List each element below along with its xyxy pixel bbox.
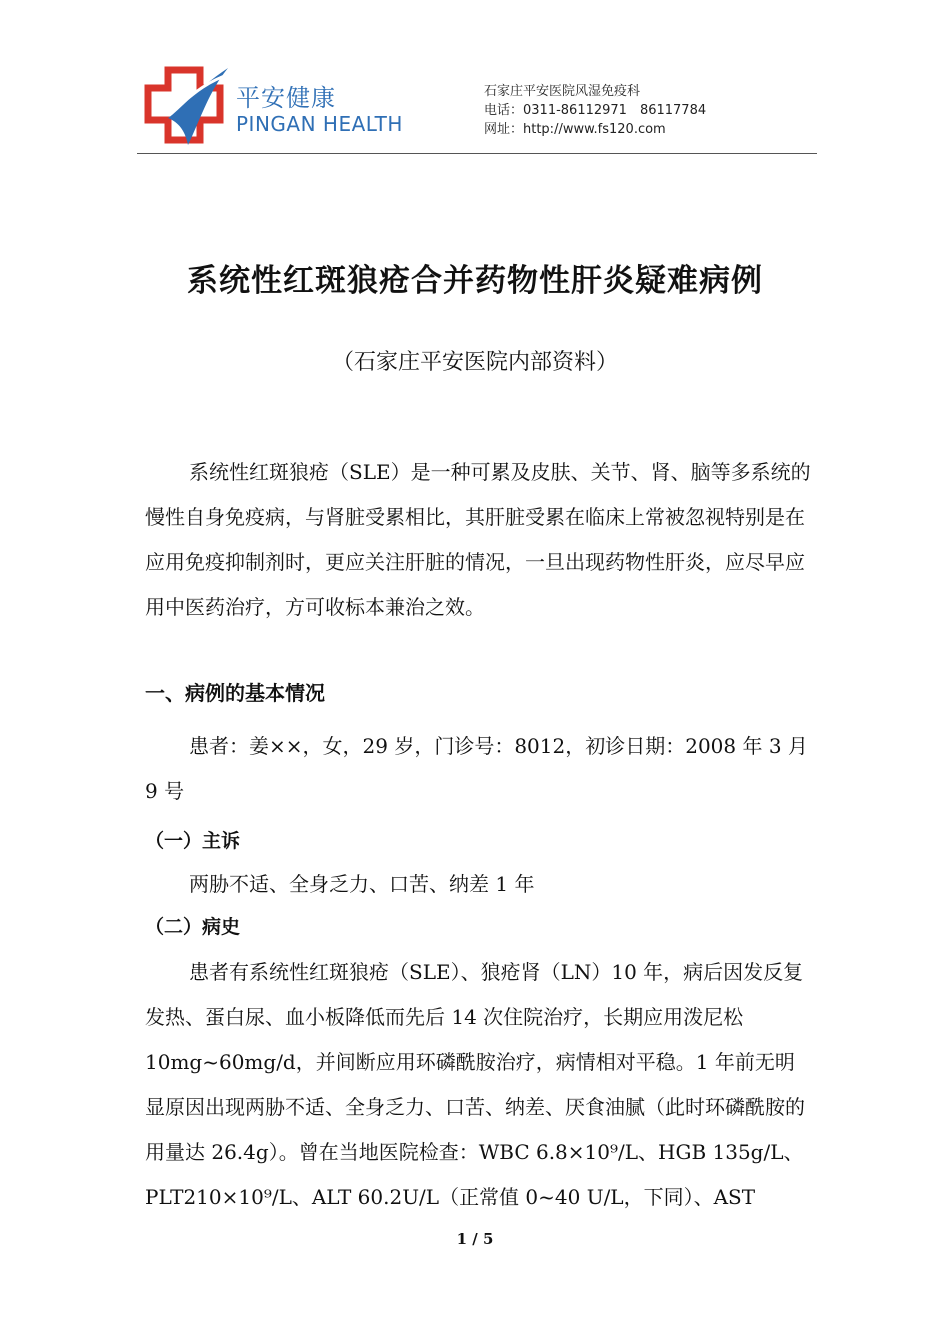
intro-paragraph: 系统性红斑狼疮（SLE）是一种可累及皮肤、关节、肾、脑等多系统的慢性自身免疫病，与肾脏受累相比，其肝脏受累在临床上常被忽视特别是在应用免疫抑制剂时，更应关注肝脏的情况，一旦出现药物性肝炎，应尽早应用中医药治疗，方可收标本兼治之效。 xyxy=(145,460,811,619)
org-name: 石家庄平安医院风湿免疫科 xyxy=(484,84,641,99)
page-header xyxy=(140,60,816,155)
pingan-logo-icon xyxy=(140,60,235,150)
logo-english-name: PINGAN HEALTH xyxy=(236,112,403,136)
patient-info-paragraph: 患者：姜××，女，29 岁，门诊号：8012，初诊日期：2008 年 3 月 9 号 xyxy=(145,734,808,803)
complaint-paragraph: 两胁不适、全身乏力、口苦、纳差 1 年 xyxy=(189,872,535,896)
document-title: 系统性红斑狼疮合并药物性肝炎疑难病例 xyxy=(187,263,763,299)
logo-chinese-name: 平安健康 xyxy=(236,84,336,112)
phone-line: 电话：0311-86112971 86117784 xyxy=(484,103,707,118)
website-line: 网址：http://www.fs120.com xyxy=(484,122,666,137)
section-heading: 一、病例的基本情况 xyxy=(145,681,325,705)
contact-block xyxy=(484,82,706,139)
header-divider xyxy=(137,153,817,154)
document-subtitle: （石家庄平安医院内部资料） xyxy=(331,350,618,375)
page-number: 1 / 5 xyxy=(456,1230,494,1248)
subsection-heading-history: （二）病史 xyxy=(145,916,241,938)
subsection-heading-complaint: （一）主诉 xyxy=(145,830,241,852)
history-paragraph: 患者有系统性红斑狼疮（SLE）、狼疮肾（LN）10 年，病后因发反复发热、蛋白尿、血小板降低而先后 14 次住院治疗，长期应用泼尼松 10mg~60mg/d，并间断应用环磷酰胺治疗，病情相对平稳。1 年前无明显原因出现两胁不适、全身乏力、口苦、纳差、厌食油腻（此时环磷酰胺的用量达 26.4g）。曾在当地医院检查：WBC 6.8×10⁹/L、HGB 135g/L、PLT210×10⁹/L、ALT 60.2U/L（正常值 0~40 U/L，下同）、AST xyxy=(145,960,805,1209)
